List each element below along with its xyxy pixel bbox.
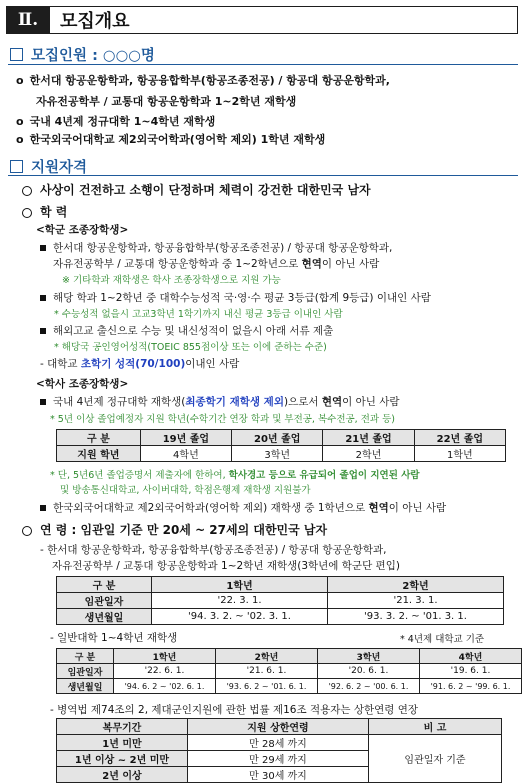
table-cell: '19. 6. 1. — [420, 664, 522, 679]
circle-bullet-icon — [22, 208, 32, 218]
age-line-3: - 일반대학 1~4학년 재학생 — [50, 632, 178, 644]
table-cell: '93. 6. 2 ~ '01. 6. 1. — [216, 679, 318, 694]
qual-item-2: 학 력 — [22, 203, 67, 220]
square-bullet-icon — [40, 295, 46, 301]
table-header-cell: 3학년 — [318, 649, 420, 664]
table-cell: 만 28세 까지 — [188, 735, 369, 751]
table-row — [57, 735, 502, 751]
age-line-2: 자유전공학부 / 교통대 항공운항학과 1~2학년 재학생(3학년에 학군단 편입) — [52, 560, 400, 572]
square-bullet-icon — [40, 245, 46, 251]
circle-bullet-icon — [22, 186, 32, 196]
square-bullet-icon — [40, 399, 46, 405]
scholar1-c1: 해외고교 출신으로 수능 및 내신성적이 없을시 아래 서류 제출 — [40, 323, 333, 338]
section-number: Ⅱ. — [6, 6, 50, 34]
qual-heading-text: 지원자격 — [31, 160, 88, 176]
table-cell: 생년월일 — [57, 679, 114, 694]
table-cell: '21. 6. 1. — [216, 664, 318, 679]
table-row — [57, 446, 506, 462]
scholar1-title: <학군 조종장학생> — [36, 224, 129, 236]
scholar1-d: - 대학교 초학기 성적(70/100)이내인 사람 — [40, 358, 240, 370]
ring-bullet-icon: o — [16, 133, 24, 146]
scholar2-hufs: 한국외국어대학교 제2외국어학과(영어학 제외) 재학생 중 1학년으로 현역이 아닌 사람 — [40, 500, 446, 515]
table-header-cell: 비 고 — [369, 719, 502, 735]
table-header-cell: 2학년 — [216, 649, 318, 664]
age-line-4: - 병역법 제74조의 2, 제대군인지원에 관한 법률 제16조 적용자는 상한연령 연장 — [50, 704, 419, 716]
section-title: 모집개요 — [50, 6, 518, 34]
table-row — [57, 679, 522, 694]
qual-item-1: 사상이 건전하고 소행이 단정하며 체력이 강건한 대한민국 남자 — [22, 181, 371, 198]
scholar2-note2-cont: 및 방송통신대학교, 사이버대학, 학점은행제 재학생 지원불가 — [60, 485, 311, 496]
age-table-1 — [56, 576, 504, 625]
table-cell: '22. 6. 1. — [114, 664, 216, 679]
table-header-cell: 2학년 — [328, 577, 504, 593]
circle-bullet-icon — [22, 526, 32, 536]
ring-bullet-icon: o — [16, 115, 24, 128]
scholar2-note: * 5년 이상 졸업예정자 지원 학년(수학기간 연장 학과 및 부전공, 복수전공, 전과 등) — [50, 414, 395, 425]
table-cell: '94. 3. 2. ~ '02. 3. 1. — [152, 609, 328, 625]
divider — [8, 175, 518, 176]
table-cell: 임관일자 — [57, 664, 114, 679]
age-title: 연 령 : 임관일 기준 만 20세 ~ 27세의 대한민국 남자 — [22, 521, 327, 538]
table-header-cell: 구 분 — [57, 577, 152, 593]
table-row — [57, 593, 504, 609]
table-cell: 만 30세 까지 — [188, 767, 369, 783]
table-cell: '20. 6. 1. — [318, 664, 420, 679]
table-row — [57, 609, 504, 625]
scholar1-b2: * 수능성적 없을시 고교3학년 1학기까지 내신 평균 3등급 이내인 사람 — [54, 309, 343, 320]
qual-heading — [10, 156, 87, 177]
age-table-2 — [56, 648, 522, 694]
table-cell: 생년월일 — [57, 609, 152, 625]
table-row — [57, 664, 522, 679]
table-header-cell: 19년 졸업 — [140, 430, 231, 446]
scholar2-note2: * 단, 5년6년 졸업증명서 제출자에 한하여, 학사경고 등으로 유급되어 졸업이 지연된 사람 — [50, 470, 420, 481]
age-line-3-note: * 4년제 대학교 기준 — [400, 634, 485, 645]
table-cell: 3학년 — [232, 446, 323, 462]
scholar1-note: ※ 기타학과 재학생은 학사 조종장학생으로 지원 가능 — [62, 275, 281, 286]
scholar1-c2: * 해당국 공인영어성적(TOEIC 855점이상 또는 이에 준하는 수준) — [54, 342, 327, 353]
table-header-cell: 지원 상한연령 — [188, 719, 369, 735]
table-cell: 1학년 — [414, 446, 505, 462]
recruit-item-3: o 한국외국어대학교 제2외국어학과(영어학 제외) 1학년 재학생 — [16, 133, 326, 146]
scholar1-a2: 자유전공학부 / 교통대 항공운항학과 중 1~2학년으로 현역이 아닌 사람 — [53, 258, 380, 270]
table-header-cell: 22년 졸업 — [414, 430, 505, 446]
table-cell: '22. 3. 1. — [152, 593, 328, 609]
age-table-3 — [56, 718, 502, 783]
table-cell: 4학년 — [140, 446, 231, 462]
square-bullet-icon — [40, 505, 46, 511]
age-line-1: - 한서대 항공운항학과, 항공융합학부(항공조종전공) / 항공대 항공운항학과, — [40, 544, 387, 556]
scholar1-b1: 해당 학과 1~2학년 중 대학수능성적 국·영·수 평균 3등급(합계 9등급) 이내인 사람 — [40, 290, 431, 305]
table-cell: 임관일자 — [57, 593, 152, 609]
table-cell: 만 29세 까지 — [188, 751, 369, 767]
table-cell: 지원 학년 — [57, 446, 141, 462]
table-header-cell: 구 분 — [57, 649, 114, 664]
table-cell: '21. 3. 1. — [328, 593, 504, 609]
table-header-cell: 1학년 — [114, 649, 216, 664]
table-header-cell: 4학년 — [420, 649, 522, 664]
table-cell: '91. 6. 2 ~ '99. 6. 1. — [420, 679, 522, 694]
table-header-cell: 구 분 — [57, 430, 141, 446]
table-cell: 2학년 — [323, 446, 414, 462]
table-cell: '93. 3. 2. ~ '01. 3. 1. — [328, 609, 504, 625]
table-cell: 1년 미만 — [57, 735, 188, 751]
scholar2-title: <학사 조종장학생> — [36, 378, 129, 390]
recruit-item-2: o 국내 4년제 정규대학 1~4학년 재학생 — [16, 115, 216, 128]
table-header-cell: 복무기간 — [57, 719, 188, 735]
scholar1-a1: 한서대 항공운항학과, 항공융합학부(항공조종전공) / 항공대 항공운항학과, — [40, 240, 392, 255]
table-cell: 임관일자 기준 — [369, 735, 502, 783]
table-cell: '92. 6. 2 ~ '00. 6. 1. — [318, 679, 420, 694]
section-header — [6, 6, 518, 34]
table-header-cell: 1학년 — [152, 577, 328, 593]
ring-bullet-icon: o — [16, 74, 24, 87]
recruit-heading-text: 모집인원 : ○○○명 — [31, 48, 155, 64]
checkbox-square-icon — [10, 160, 23, 173]
checkbox-square-icon — [10, 48, 23, 61]
table-cell: 2년 이상 — [57, 767, 188, 783]
square-bullet-icon — [40, 328, 46, 334]
table-cell: '94. 6. 2 ~ '02. 6. 1. — [114, 679, 216, 694]
recruit-item-1: o 한서대 항공운항학과, 항공융합학부(항공조종전공) / 항공대 항공운항학과, — [16, 74, 390, 87]
grad-year-table — [56, 429, 506, 462]
recruit-heading — [10, 44, 155, 65]
divider — [8, 64, 518, 65]
table-header-cell: 20년 졸업 — [232, 430, 323, 446]
table-cell: 1년 이상 ~ 2년 미만 — [57, 751, 188, 767]
table-header-cell: 21년 졸업 — [323, 430, 414, 446]
scholar2-a: 국내 4년제 정규대학 재학생(최종학기 재학생 제외)으로서 현역이 아닌 사람 — [40, 394, 400, 409]
recruit-item-1-cont: 자유전공학부 / 교통대 항공운항학과 1~2학년 재학생 — [36, 95, 297, 108]
